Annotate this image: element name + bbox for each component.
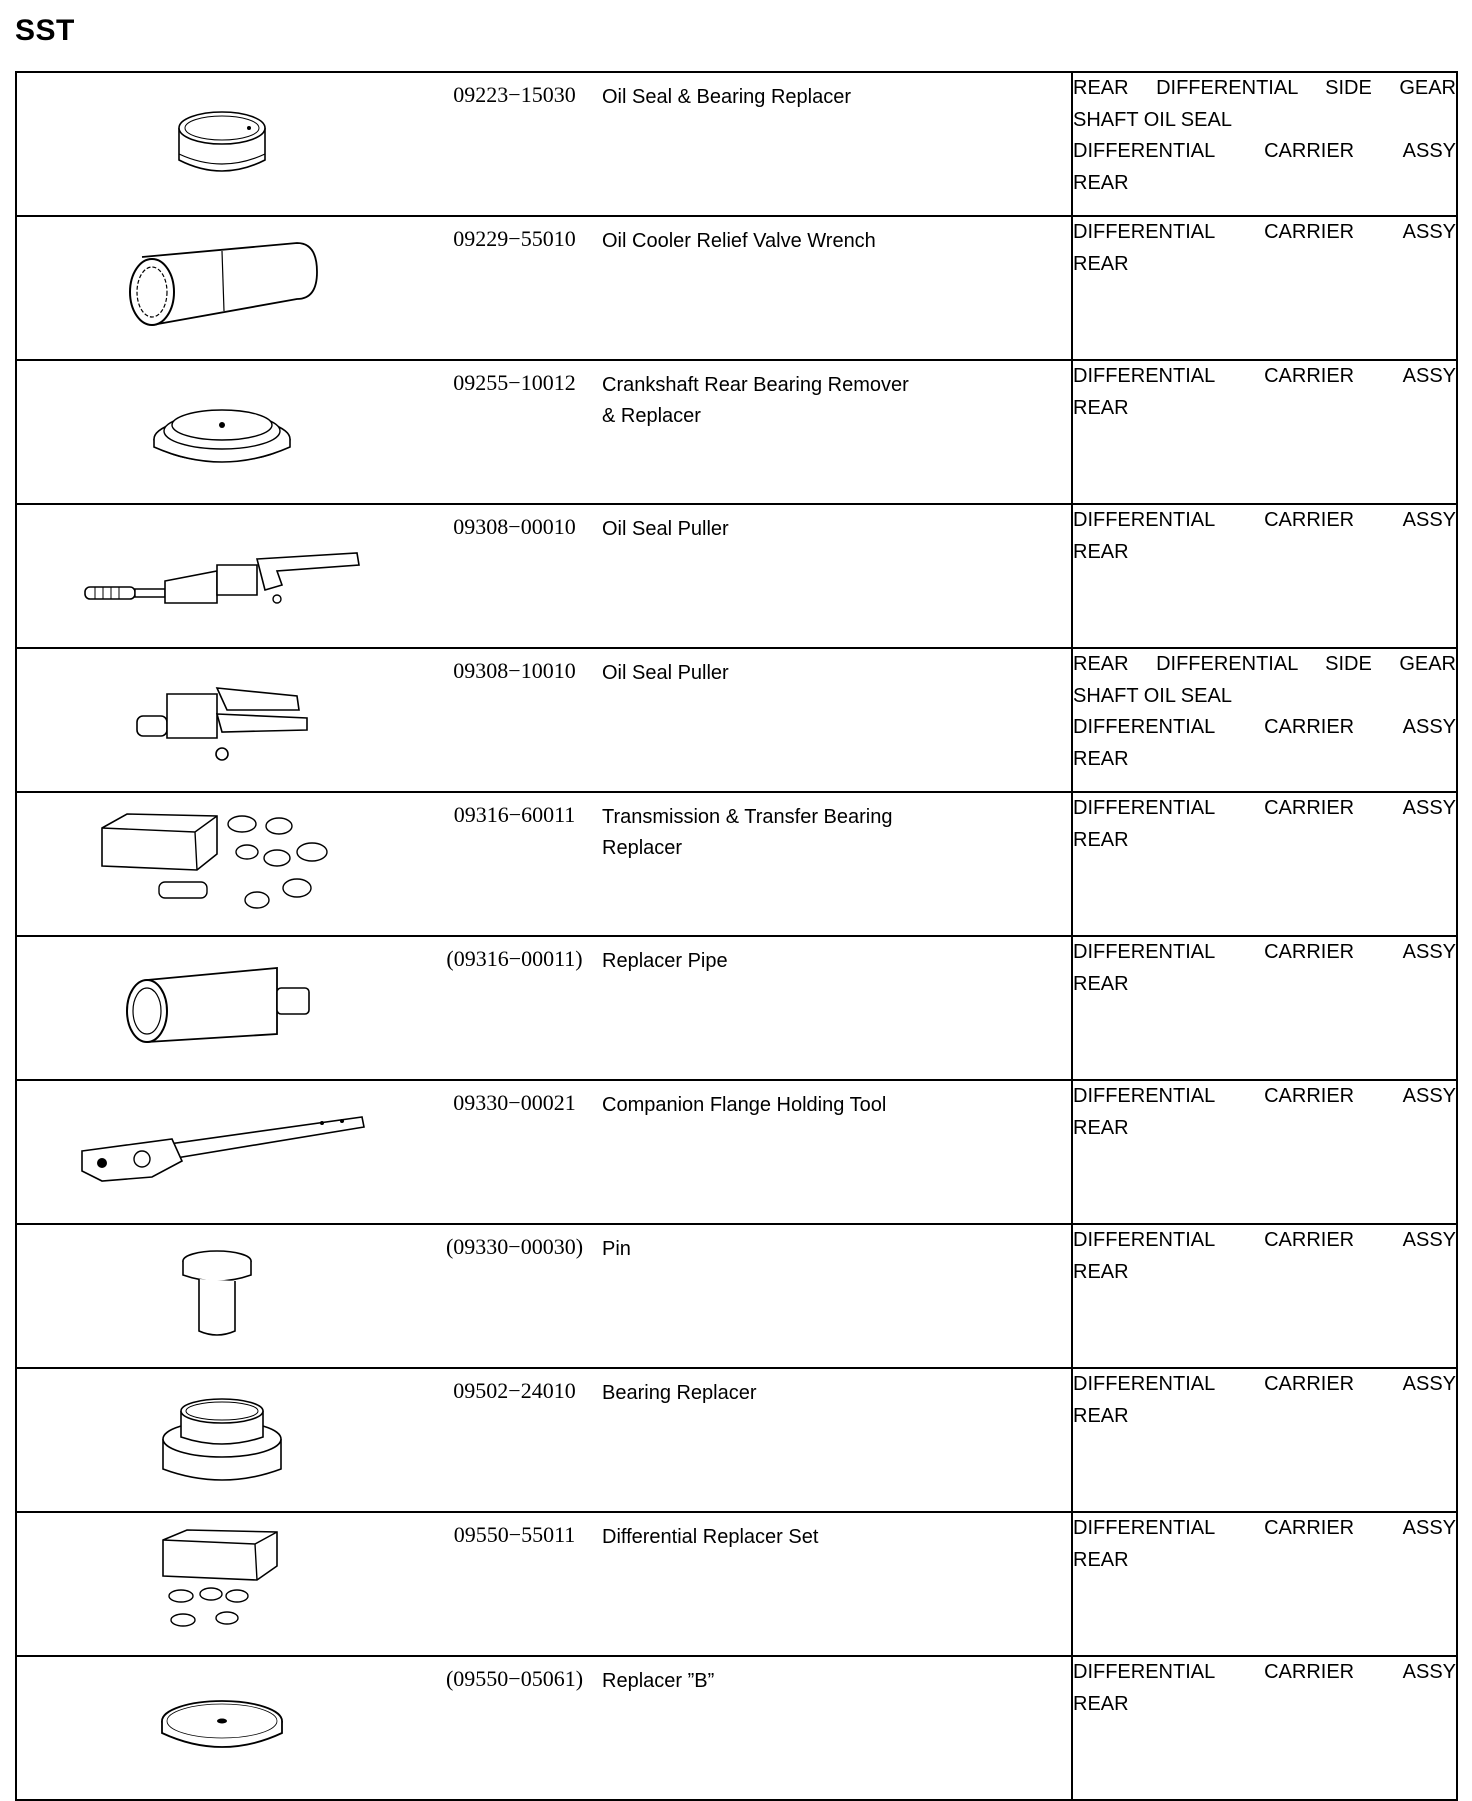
table-row — [16, 1656, 1457, 1800]
part-number: 09316−60011 — [453, 802, 576, 827]
used-for-cell — [1072, 1656, 1457, 1800]
tool-cell — [16, 792, 1072, 936]
bearing-remover-icon — [17, 361, 427, 501]
table-row — [16, 216, 1457, 360]
tool-name-line: Oil Seal & Bearing Replacer — [602, 86, 852, 108]
tool-name-line: Differential Replacer Set — [602, 1526, 819, 1548]
oil-seal-puller-small-icon — [17, 649, 427, 789]
used-for-cell — [1072, 792, 1457, 936]
replacer-b-icon — [17, 1657, 427, 1797]
tool-name-line: Transmission & Transfer Bearing — [602, 806, 893, 828]
replacer-pipe-icon — [17, 937, 427, 1077]
used-for-line: SHAFT OIL SEAL — [1073, 108, 1232, 131]
tool-name-line: Oil Cooler Relief Valve Wrench — [602, 230, 876, 252]
differential-replacer-set-icon — [17, 1513, 427, 1653]
part-number: 09255−10012 — [453, 370, 576, 395]
tool-cell — [16, 1656, 1072, 1800]
used-for-cell — [1072, 360, 1457, 504]
used-for-line: DIFFERENTIAL CARRIER ASSY — [1073, 140, 1456, 162]
used-for-line: SHAFT OIL SEAL — [1073, 684, 1232, 707]
tool-cell — [16, 1080, 1072, 1224]
bearing-replacer-icon — [17, 1369, 427, 1509]
used-for-line: REAR — [1073, 1404, 1129, 1427]
used-for-line: REAR — [1073, 252, 1129, 275]
tool-name-line: Replacer ”B” — [602, 1670, 715, 1692]
table-row — [16, 936, 1457, 1080]
used-for-line: DIFFERENTIAL CARRIER ASSY — [1073, 509, 1456, 531]
used-for-line: REAR — [1073, 1260, 1129, 1283]
part-number: 09550−55011 — [453, 1522, 576, 1547]
tool-name-line: Oil Seal Puller — [602, 662, 729, 684]
used-for-line: REAR — [1073, 396, 1129, 419]
used-for-line: DIFFERENTIAL CARRIER ASSY — [1073, 941, 1456, 963]
tool-name-line: Pin — [602, 1238, 631, 1260]
tool-name-line: Companion Flange Holding Tool — [602, 1094, 887, 1116]
sst-table — [15, 71, 1458, 1801]
part-number: 09308−10010 — [453, 658, 576, 683]
part-number: 09330−00021 — [453, 1090, 576, 1115]
table-row — [16, 648, 1457, 792]
tool-cell — [16, 1224, 1072, 1368]
tool-name — [602, 937, 1071, 1077]
used-for-line: REAR — [1073, 972, 1129, 995]
tool-cell — [16, 216, 1072, 360]
table-row — [16, 792, 1457, 936]
used-for-line: DIFFERENTIAL CARRIER ASSY — [1073, 221, 1456, 243]
used-for-cell — [1072, 504, 1457, 648]
used-for-line: DIFFERENTIAL CARRIER ASSY — [1073, 365, 1456, 387]
oil-seal-replacer-icon — [17, 73, 427, 213]
tool-name — [602, 793, 1071, 933]
tool-name — [602, 217, 1071, 357]
tool-name — [602, 1225, 1071, 1365]
used-for-line: REAR — [1073, 1116, 1129, 1139]
tool-name — [602, 1657, 1071, 1797]
part-number: (09550−05061) — [445, 1666, 584, 1691]
oil-seal-puller-icon — [17, 505, 427, 645]
used-for-cell — [1072, 1368, 1457, 1512]
used-for-line: DIFFERENTIAL CARRIER ASSY — [1073, 716, 1456, 738]
part-number: 09223−15030 — [453, 82, 576, 107]
table-row — [16, 1224, 1457, 1368]
used-for-line: DIFFERENTIAL CARRIER ASSY — [1073, 1517, 1456, 1539]
tool-name-line: Bearing Replacer — [602, 1382, 757, 1404]
used-for-cell — [1072, 1512, 1457, 1656]
tool-name-line: Replacer Pipe — [602, 950, 728, 972]
table-row — [16, 72, 1457, 216]
used-for-line: REAR DIFFERENTIAL SIDE GEAR — [1073, 77, 1456, 99]
table-row — [16, 360, 1457, 504]
pin-icon — [17, 1225, 427, 1365]
tool-cell — [16, 1368, 1072, 1512]
tool-name — [602, 1513, 1071, 1653]
page-title: SST — [15, 14, 75, 47]
tool-name-line: Replacer — [602, 837, 683, 859]
tool-cell — [16, 360, 1072, 504]
part-number: 09308−00010 — [453, 514, 576, 539]
used-for-line: REAR — [1073, 747, 1129, 770]
tool-cell — [16, 1512, 1072, 1656]
table-row — [16, 504, 1457, 648]
part-number: (09316−00011) — [446, 946, 583, 971]
tool-cell — [16, 648, 1072, 792]
used-for-cell — [1072, 1224, 1457, 1368]
tool-cell — [16, 936, 1072, 1080]
tool-name — [602, 73, 1071, 213]
used-for-cell — [1072, 72, 1457, 216]
used-for-cell — [1072, 648, 1457, 792]
tool-name — [602, 1369, 1071, 1509]
used-for-line: DIFFERENTIAL CARRIER ASSY — [1073, 1373, 1456, 1395]
relief-valve-wrench-icon — [17, 217, 427, 357]
tool-name — [602, 361, 1071, 501]
used-for-line: DIFFERENTIAL CARRIER ASSY — [1073, 1085, 1456, 1107]
used-for-line: REAR — [1073, 1692, 1129, 1715]
tool-name-line: Crankshaft Rear Bearing Remover — [602, 374, 909, 396]
tool-name — [602, 1081, 1071, 1221]
used-for-cell — [1072, 216, 1457, 360]
used-for-line: DIFFERENTIAL CARRIER ASSY — [1073, 797, 1456, 819]
table-row — [16, 1080, 1457, 1224]
used-for-cell — [1072, 936, 1457, 1080]
used-for-cell — [1072, 1080, 1457, 1224]
used-for-line: REAR — [1073, 540, 1129, 563]
table-row — [16, 1368, 1457, 1512]
tool-name-line: & Replacer — [602, 405, 701, 427]
used-for-line: REAR DIFFERENTIAL SIDE GEAR — [1073, 653, 1456, 675]
tool-name — [602, 649, 1071, 789]
used-for-line: DIFFERENTIAL CARRIER ASSY — [1073, 1229, 1456, 1251]
used-for-line: REAR — [1073, 171, 1129, 194]
tool-name-line: Oil Seal Puller — [602, 518, 729, 540]
part-number: (09330−00030) — [445, 1234, 584, 1259]
part-number: 09229−55010 — [453, 226, 576, 251]
part-number: 09502−24010 — [453, 1378, 576, 1403]
tool-cell — [16, 72, 1072, 216]
tool-name — [602, 505, 1071, 645]
bearing-replacer-set-icon — [17, 793, 427, 933]
used-for-line: DIFFERENTIAL CARRIER ASSY — [1073, 1661, 1456, 1683]
table-row — [16, 1512, 1457, 1656]
used-for-line: REAR — [1073, 828, 1129, 851]
flange-holding-tool-icon — [17, 1081, 427, 1221]
used-for-line: REAR — [1073, 1548, 1129, 1571]
tool-cell — [16, 504, 1072, 648]
